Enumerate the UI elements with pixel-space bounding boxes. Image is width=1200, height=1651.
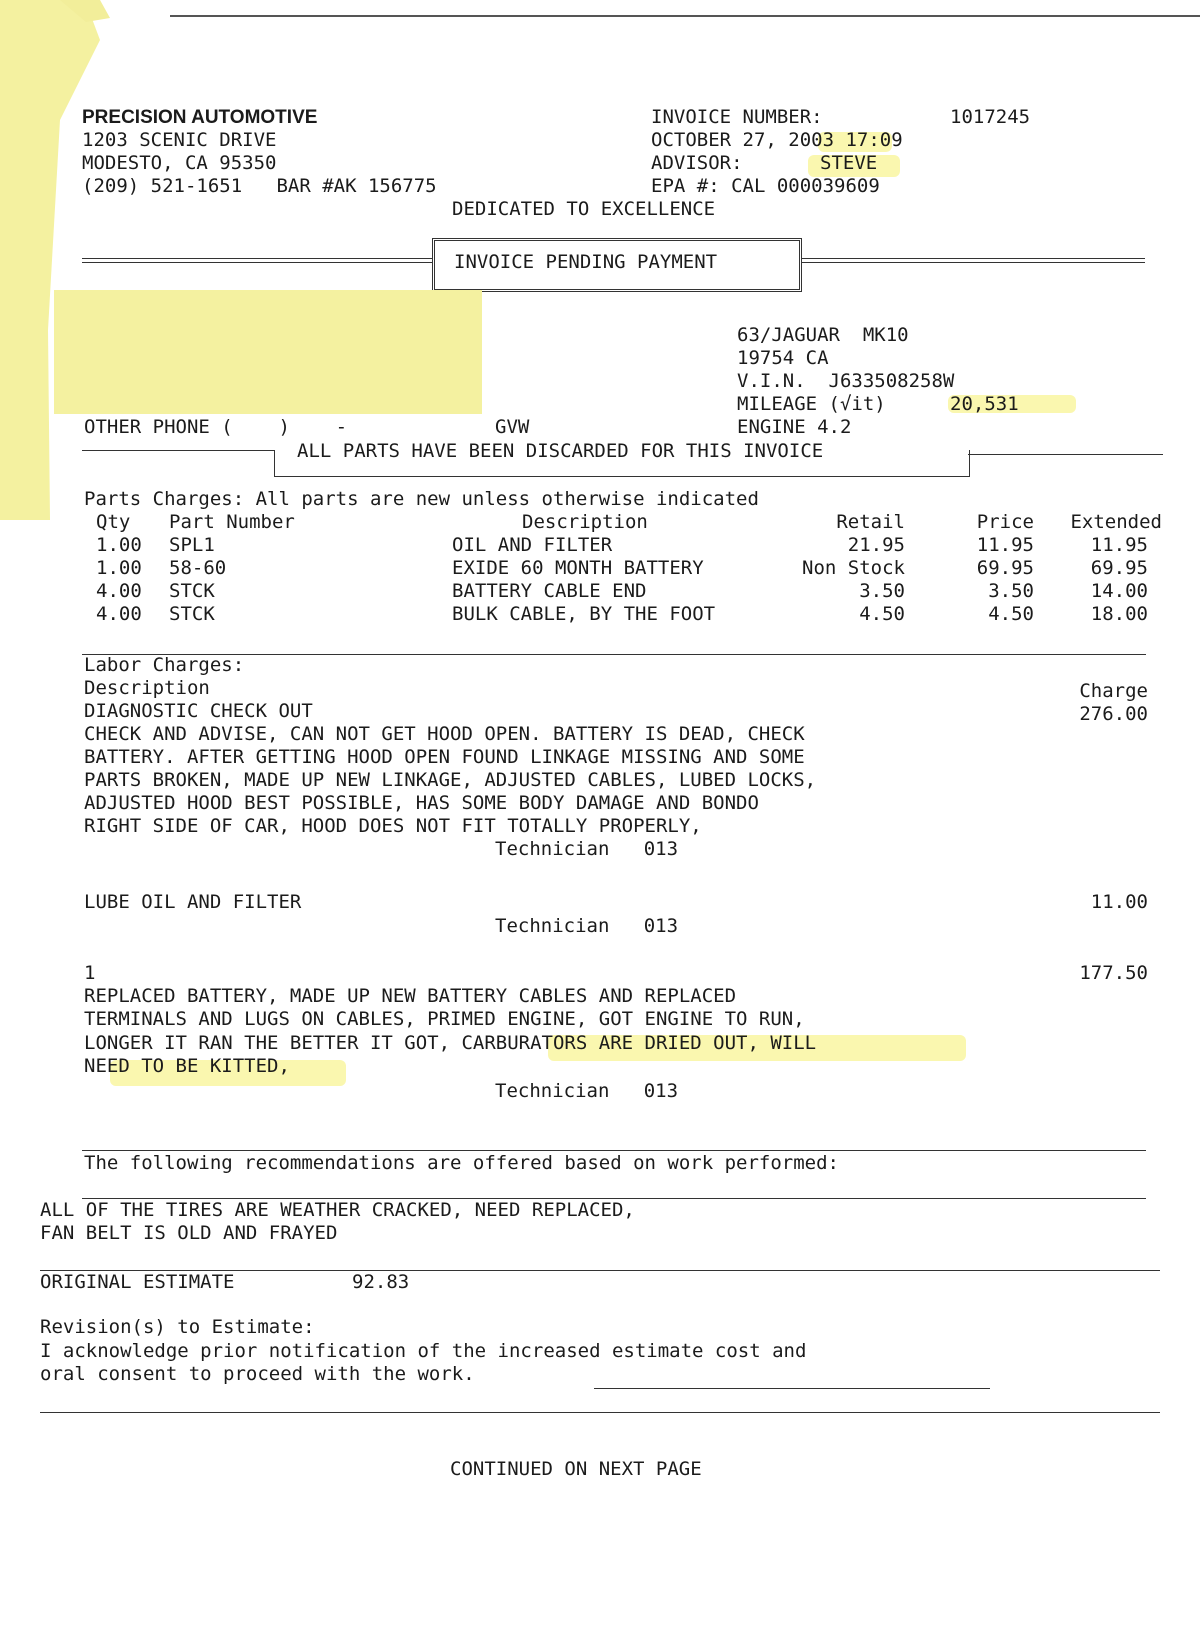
part-price: 69.95 <box>976 557 1034 579</box>
other-phone: OTHER PHONE ( ) - <box>84 416 348 438</box>
labor-title: Labor Charges: <box>84 654 245 676</box>
labor-item-title: LUBE OIL AND FILTER <box>84 891 302 913</box>
original-estimate-label: ORIGINAL ESTIMATE <box>40 1271 235 1293</box>
slogan: DEDICATED TO EXCELLENCE <box>452 198 716 220</box>
banner-rule-right <box>800 258 1145 263</box>
part-qty: 4.00 <box>96 603 142 625</box>
vehicle-plate: 19754 CA <box>737 347 829 369</box>
company-address-2: MODESTO, CA 95350 <box>82 152 277 174</box>
labor-item-line: BATTERY. AFTER GETTING HOOD OPEN FOUND LINKAGE MISSING AND SOME <box>84 746 805 768</box>
part-extended: 11.95 <box>1090 534 1148 556</box>
engine: ENGINE 4.2 <box>737 416 852 438</box>
part-price: 11.95 <box>976 534 1034 556</box>
continued-notice: CONTINUED ON NEXT PAGE <box>450 1458 702 1480</box>
recommendation-line: FAN BELT IS OLD AND FRAYED <box>40 1222 338 1244</box>
part-number: STCK <box>169 603 215 625</box>
part-number: SPL1 <box>169 534 215 556</box>
parts-header-part: Part Number <box>169 511 295 533</box>
parts-header-price: Price <box>976 511 1034 533</box>
company-phone-bar: (209) 521-1651 BAR #AK 156775 <box>82 175 437 197</box>
company-address-1: 1203 SCENIC DRIVE <box>82 129 277 151</box>
epa-number: EPA #: CAL 000039609 <box>651 175 880 197</box>
top-edge <box>170 15 1200 17</box>
gvw-label: GVW <box>495 416 530 438</box>
part-extended: 69.95 <box>1090 557 1148 579</box>
estimate-rule-bottom <box>40 1412 1160 1413</box>
labor-item-title: DIAGNOSTIC CHECK OUT <box>84 700 313 722</box>
labor-item-line: ADJUSTED HOOD BEST POSSIBLE, HAS SOME BODY DAMAGE AND BONDO <box>84 792 759 814</box>
acknowledgement-line-1: I acknowledge prior notification of the increased estimate cost and <box>40 1340 807 1362</box>
vehicle-vin: V.I.N. J633508258W <box>737 370 955 392</box>
redaction-note <box>54 290 482 414</box>
banner-rule-left <box>82 258 432 263</box>
recommendations-rule-top <box>82 1150 1146 1151</box>
technician: Technician 013 <box>495 1080 679 1102</box>
labor-item-line: LONGER IT RAN THE BETTER IT GOT, CARBURATORS ARE DRIED OUT, WILL <box>84 1032 817 1054</box>
labor-item-line: NEED TO BE KITTED, <box>84 1055 290 1077</box>
part-description: BULK CABLE, BY THE FOOT <box>452 603 716 625</box>
part-extended: 14.00 <box>1090 580 1148 602</box>
invoice-status: INVOICE PENDING PAYMENT <box>454 251 718 273</box>
notice-rule-left <box>82 450 274 451</box>
parts-title: Parts Charges: All parts are new unless otherwise indicated <box>84 488 759 510</box>
parts-header-desc: Description <box>522 511 648 533</box>
parts-header-extended: Extended <box>1070 511 1162 533</box>
labor-charge-header: Charge <box>1079 680 1148 702</box>
notice-rule-right <box>968 454 1163 455</box>
vehicle-model: 63/JAGUAR MK10 <box>737 324 909 346</box>
part-retail: 3.50 <box>859 580 905 602</box>
mileage-value: 20,531 <box>950 393 1019 415</box>
labor-item-line: PARTS BROKEN, MADE UP NEW LINKAGE, ADJUSTED CABLES, LUBED LOCKS, <box>84 769 817 791</box>
company-name: PRECISION AUTOMOTIVE <box>82 107 318 128</box>
technician: Technician 013 <box>495 915 679 937</box>
mileage-label: MILEAGE (√it) <box>737 393 886 415</box>
labor-item-charge: 276.00 <box>1079 703 1148 725</box>
part-description: EXIDE 60 MONTH BATTERY <box>452 557 704 579</box>
invoice-number: 1017245 <box>950 106 1031 128</box>
part-price: 4.50 <box>988 603 1034 625</box>
labor-item-charge: 11.00 <box>1090 891 1148 913</box>
signature-line <box>594 1388 990 1389</box>
parts-header-retail: Retail <box>836 511 905 533</box>
part-description: BATTERY CABLE END <box>452 580 647 602</box>
original-estimate-value: 92.83 <box>352 1271 410 1293</box>
revision-title: Revision(s) to Estimate: <box>40 1316 315 1338</box>
advisor-label: ADVISOR: <box>651 152 743 174</box>
invoice-date: OCTOBER 27, 2003 17:09 <box>651 129 903 151</box>
invoice-number-label: INVOICE NUMBER: <box>651 106 823 128</box>
advisor-name: STEVE <box>820 152 878 174</box>
part-qty: 1.00 <box>96 557 142 579</box>
parts-header-qty: Qty <box>96 511 131 533</box>
acknowledgement-line-2: oral consent to proceed with the work. <box>40 1363 475 1385</box>
labor-item-charge: 177.50 <box>1079 962 1148 984</box>
labor-item-title: 1 <box>84 962 96 984</box>
part-number: 58-60 <box>169 557 227 579</box>
part-description: OIL AND FILTER <box>452 534 613 556</box>
part-retail: 21.95 <box>847 534 905 556</box>
part-extended: 18.00 <box>1090 603 1148 625</box>
labor-desc-header: Description <box>84 677 210 699</box>
part-number: STCK <box>169 580 215 602</box>
part-qty: 4.00 <box>96 580 142 602</box>
labor-item-line: TERMINALS AND LUGS ON CABLES, PRIMED ENGINE, GOT ENGINE TO RUN, <box>84 1008 805 1030</box>
labor-item-line: CHECK AND ADVISE, CAN NOT GET HOOD OPEN. BATTERY IS DEAD, CHECK <box>84 723 805 745</box>
part-price: 3.50 <box>988 580 1034 602</box>
recommendation-line: ALL OF THE TIRES ARE WEATHER CRACKED, NEED REPLACED, <box>40 1199 635 1221</box>
recommendations-title: The following recommendations are offered based on work performed: <box>84 1152 839 1174</box>
part-qty: 1.00 <box>96 534 142 556</box>
part-retail: Non Stock <box>802 557 905 579</box>
labor-item-line: REPLACED BATTERY, MADE UP NEW BATTERY CABLES AND REPLACED <box>84 985 737 1007</box>
labor-item-line: RIGHT SIDE OF CAR, HOOD DOES NOT FIT TOTALLY PROPERLY, <box>84 815 702 837</box>
technician: Technician 013 <box>495 838 679 860</box>
parts-discarded-notice: ALL PARTS HAVE BEEN DISCARDED FOR THIS INVOICE <box>297 440 824 462</box>
part-retail: 4.50 <box>859 603 905 625</box>
